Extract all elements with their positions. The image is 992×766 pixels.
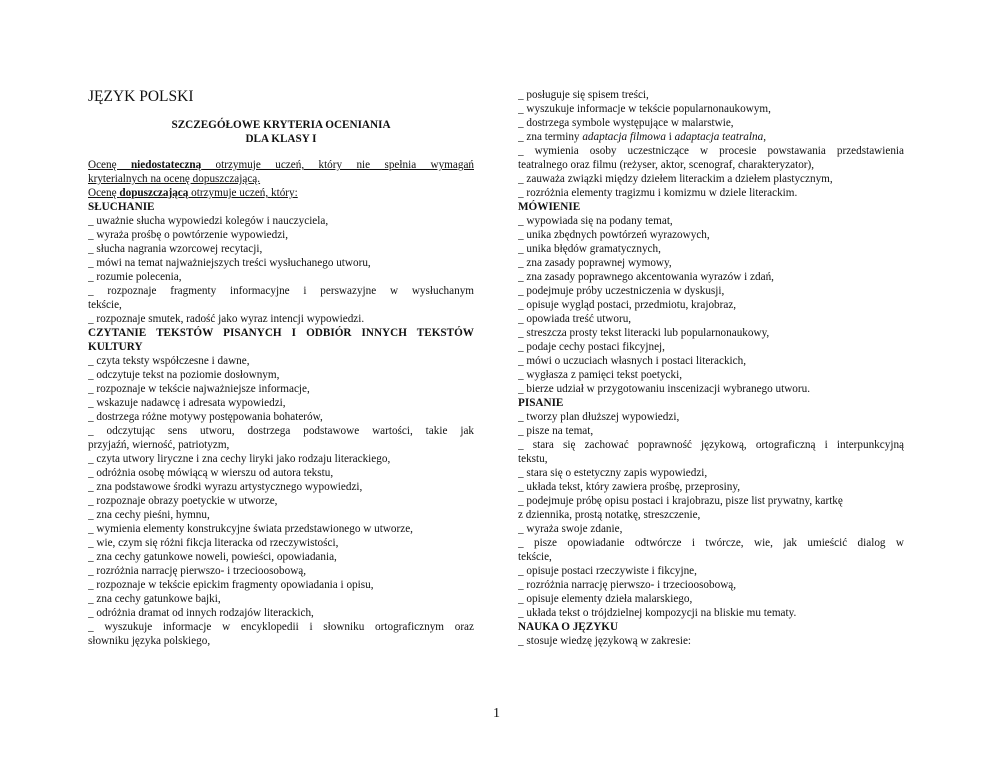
- right-column: [518, 88, 904, 648]
- criteria-heading: [88, 118, 474, 146]
- section-heading-language: NAUKA O JĘZYKU: [518, 621, 619, 633]
- section-heading-speaking: MÓWIENIE: [518, 201, 581, 213]
- list-item: _ bierze udział w przygotowaniu inscenizacji wybranego utworu.: [518, 383, 811, 395]
- section-heading-writing: PISANIE: [518, 397, 564, 409]
- list-item: _ opisuje postaci rzeczywiste i fikcyjne,: [518, 565, 697, 577]
- criteria-title-line-2: DLA KLASY I: [245, 133, 317, 145]
- list-item-continuation: przyjaźń, wierność, patriotyzm,: [88, 439, 230, 451]
- list-item: _ stara się o estetyczny zapis wypowiedzi,: [518, 467, 708, 479]
- list-item: _ stosuje wiedzę językową w zakresie:: [518, 635, 692, 647]
- list-item: _ dostrzega symbole występujące w malarstwie,: [518, 117, 734, 129]
- list-item: _ zauważa związki między dziełem literackim a dziełem plastycznym,: [518, 173, 833, 185]
- list-item: _ słucha nagrania wzorcowej recytacji,: [88, 243, 263, 255]
- left-column: [88, 88, 474, 648]
- list-item: _ wskazuje nadawcę i adresata wypowiedzi,: [88, 397, 286, 409]
- grade-insufficient-label: niedostateczną: [130, 159, 202, 171]
- list-item: _ odczytuje tekst na poziomie dosłownym,: [88, 369, 280, 381]
- list-item: _ zna cechy pieśni, hymnu,: [88, 509, 210, 521]
- list-item: _ podejmuje próbę opisu postaci i krajobrazu, pisze list prywatny, kartkę: [518, 495, 843, 507]
- list-item: _ unika zbędnych powtórzeń wyrazowych,: [518, 229, 710, 241]
- subject-title: JĘZYK POLSKI: [88, 88, 194, 105]
- list-item: _ tworzy plan dłuższej wypowiedzi,: [518, 411, 680, 423]
- list-item: _ streszcza prosty tekst literacki lub popularnonaukowy,: [518, 327, 770, 339]
- list-item: _ opisuje elementy dzieła malarskiego,: [518, 593, 693, 605]
- list-item: _ rozpoznaje w tekście epickim fragmenty opowiadania i opisu,: [88, 579, 374, 591]
- list-item: _ unika błędów gramatycznych,: [518, 243, 661, 255]
- list-item: _ mówi na temat najważniejszych treści wysłuchanego utworu,: [88, 257, 371, 269]
- list-item: _ wyszukuje informacje w encyklopedii i słowniku ortograficznym oraz: [88, 621, 474, 633]
- list-item: _ zna zasady poprawnej wymowy,: [518, 257, 672, 269]
- list-item: _ zna cechy gatunkowe bajki,: [88, 593, 221, 605]
- list-item: _ zna zasady poprawnego akcentowania wyrazów i zdań,: [518, 271, 774, 283]
- grade-insufficient-line: Ocenę niedostateczną otrzymuje uczeń, który nie spełnia wymagań: [88, 159, 474, 171]
- list-item: _ rozróżnia narrację pierwszo- i trzecioosobową,: [518, 579, 737, 591]
- list-item: _ rozumie polecenia,: [88, 271, 182, 283]
- criteria-title-line-1: SZCZEGÓŁOWE KRYTERIA OCENIANIA: [171, 119, 391, 131]
- list-item: _ wypowiada się na podany temat,: [518, 215, 673, 227]
- list-item: _ czyta teksty współczesne i dawne,: [88, 355, 250, 367]
- list-item: _ wie, czym się różni fikcja literacka od rzeczywistości,: [88, 537, 339, 549]
- list-item: _ układa tekst, który zawiera prośbę, przeprosiny,: [518, 481, 741, 493]
- list-item: _ wyraża prośbę o powtórzenie wypowiedzi,: [88, 229, 289, 241]
- list-item: _ rozpoznaje obrazy poetyckie w utworze,: [88, 495, 278, 507]
- list-item-continuation: teatralnego oraz filmu (reżyser, aktor, scenograf, charakteryzator),: [518, 159, 815, 171]
- section-heading-reading: CZYTANIE TEKSTÓW PISANYCH I ODBIÓR INNYCH TEKSTÓW: [88, 327, 474, 339]
- list-item: _ mówi o uczuciach własnych i postaci literackich,: [518, 355, 747, 367]
- list-item: _ układa tekst o trójdzielnej kompozycji na bliskie mu tematy.: [518, 607, 797, 619]
- list-item: _ rozpoznaje smutek, radość jako wyraz intencji wypowiedzi.: [88, 313, 365, 325]
- list-item-continuation: słowniku języka polskiego,: [88, 635, 211, 647]
- page-number: 1: [493, 706, 500, 721]
- list-item: _ zna terminy adaptacja filmowa i adaptacja teatralna,: [518, 131, 766, 143]
- list-item-continuation: tekście,: [518, 551, 552, 563]
- list-item: _ rozróżnia narrację pierwszo- i trzecioosobową,: [88, 565, 307, 577]
- list-item-continuation: tekście,: [88, 299, 122, 311]
- list-item: _ odróżnia osobę mówiącą w wierszu od autora tekstu,: [88, 467, 334, 479]
- list-item: _ wymienia osoby uczestniczące w procesie powstawania przedstawienia: [518, 145, 904, 157]
- list-item: _ uważnie słucha wypowiedzi kolegów i nauczyciela,: [88, 215, 329, 227]
- term-theatre-adaptation: adaptacja teatralna: [674, 131, 764, 143]
- list-item-continuation: tekstu,: [518, 453, 548, 465]
- list-item: _ zna podstawowe środki wyrazu artystycznego wypowiedzi,: [88, 481, 363, 493]
- list-item: _ opisuje wygląd postaci, przedmiotu, krajobraz,: [518, 299, 737, 311]
- list-item: _ rozpoznaje fragmenty informacyjne i perswazyjne w wysłuchanym: [88, 285, 474, 297]
- list-item: _ rozróżnia elementy tragizmu i komizmu w dziele literackim.: [518, 187, 798, 199]
- list-item: _ podaje cechy postaci fikcyjnej,: [518, 341, 665, 353]
- list-item: _ pisze na temat,: [518, 425, 594, 437]
- list-item: _ czyta utwory liryczne i zna cechy liryki jako rodzaju literackiego,: [88, 453, 391, 465]
- list-item: _ posługuje się spisem treści,: [518, 89, 649, 101]
- grade-sufficient-label: dopuszczającą: [119, 187, 189, 199]
- list-item: _ odróżnia dramat od innych rodzajów literackich,: [88, 607, 314, 619]
- list-item: _ pisze opowiadanie odtwórcze i twórcze, wie, jak umieścić dialog w: [518, 537, 904, 549]
- list-item: _ wyszukuje informacje w tekście popularnonaukowym,: [518, 103, 771, 115]
- list-item: _ wyraża swoje zdanie,: [518, 523, 623, 535]
- list-item-continuation: z dziennika, prostą notatkę, streszczenie,: [518, 509, 701, 521]
- term-film-adaptation: adaptacja filmowa: [582, 131, 666, 143]
- list-item: _ dostrzega różne motywy postępowania bohaterów,: [88, 411, 323, 423]
- section-heading-reading-continuation: KULTURY: [88, 341, 143, 353]
- section-heading-listening: SŁUCHANIE: [88, 201, 155, 213]
- list-item: _ rozpoznaje w tekście najważniejsze informacje,: [88, 383, 310, 395]
- list-item: _ podejmuje próby uczestniczenia w dyskusji,: [518, 285, 725, 297]
- grade-insufficient-continuation: kryterialnych na ocenę dopuszczającą.: [88, 173, 261, 185]
- grade-sufficient-line: Ocenę dopuszczającą otrzymuje uczeń, który:: [88, 187, 298, 199]
- list-item: _ wymienia elementy konstrukcyjne świata przedstawionego w utworze,: [88, 523, 413, 535]
- list-item: _ opowiada treść utworu,: [518, 313, 632, 325]
- list-item: _ odczytując sens utworu, dostrzega podstawowe wartości, takie jak: [88, 425, 474, 437]
- list-item: _ wygłasza z pamięci tekst poetycki,: [518, 369, 683, 381]
- list-item: _ stara się zachować poprawność językową, ortograficzną i interpunkcyjną: [518, 439, 904, 451]
- list-item: _ zna cechy gatunkowe noweli, powieści, opowiadania,: [88, 551, 337, 563]
